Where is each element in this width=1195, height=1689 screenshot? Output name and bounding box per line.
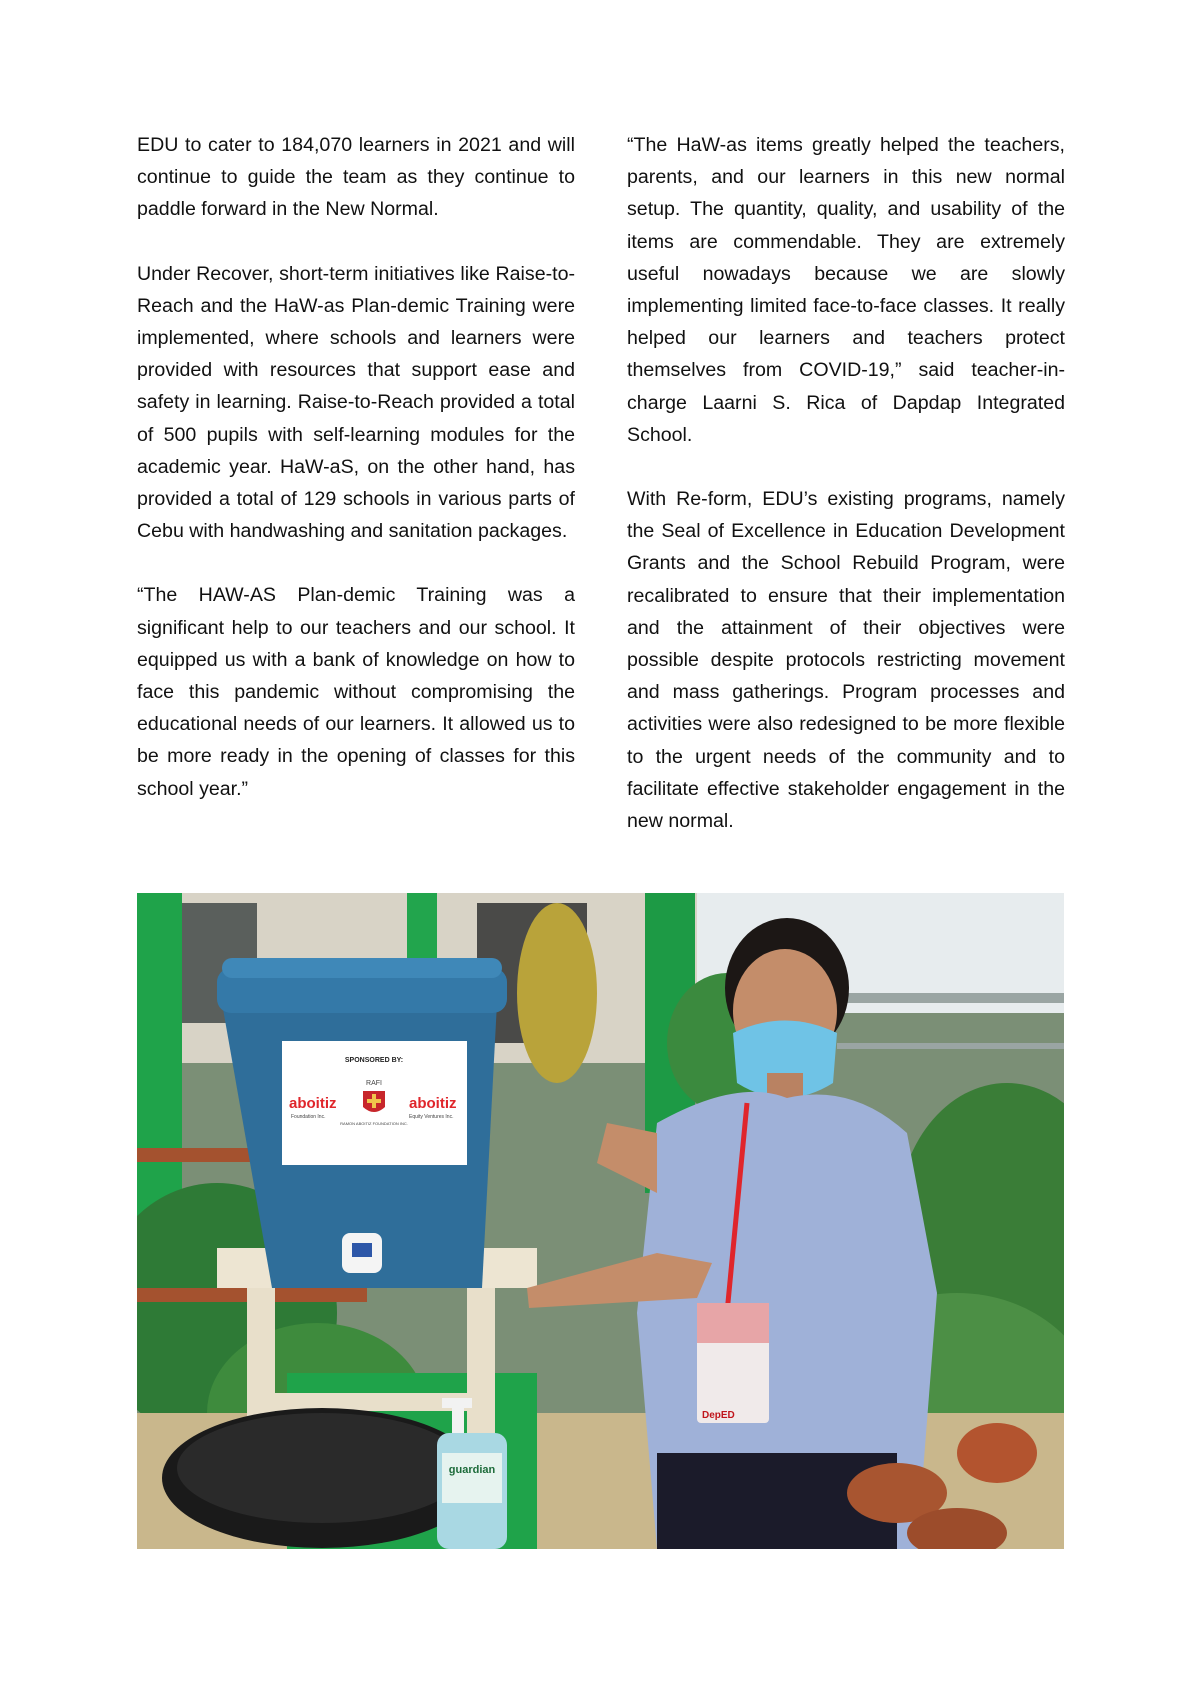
- logo-left-sub: Foundation Inc.: [291, 1114, 326, 1120]
- sponsor-sticker: [282, 1041, 467, 1165]
- photo-handwashing-station: [137, 893, 1064, 1549]
- aboitiz-logo-right: aboitiz: [409, 1095, 457, 1112]
- paragraph: “The HAW-AS Plan-demic Training was a significant help to our teachers and our school. It equipped us with a bank of knowledge on how to face this pandemic without compromising the educational needs of our learners. It allowed us to be more ready in the opening of classes for this school year.”: [137, 584, 575, 800]
- black-basin: [162, 1408, 482, 1548]
- sticker-header: SPONSORED BY:: [344, 1057, 404, 1064]
- left-column: [137, 129, 575, 837]
- aboitiz-logo-left: aboitiz: [289, 1095, 337, 1112]
- paragraph: With Re-form, EDU’s existing programs, namely the Seal of Excellence in Education Development Grants and the School Rebuild Program, were recalibrated to ensure that their implementation and the attainment of their objectives were possible despite protocols restricting movement and mass gatherings. Program processes and activities were also redesigned to be more flexible to the urgent needs of the community and to facilitate effective stakeholder engagement in the new normal.: [627, 488, 1065, 833]
- rafi-sub: RAMON ABOITIZ FOUNDATION INC.: [340, 1121, 408, 1126]
- right-column: [627, 129, 1065, 869]
- faucet-icon: [342, 1233, 382, 1273]
- paragraph: “The HaW-as items greatly helped the teachers, parents, and our learners in this new normal setup. The quantity, quality, and usability of the items are commendable. They are extremely useful nowadays because we are slowly implementing limited face-to-face classes. It really helped our learners and teachers protect themselves from COVID-19,” said teacher-in-charge Laarni S. Rica of Dapdap Integrated School.: [627, 134, 1065, 446]
- paragraph: EDU to cater to 184,070 learners in 2021 and will continue to guide the team as they continue to paddle forward in the New Normal.: [137, 134, 575, 221]
- rafi-label: RAFI: [366, 1080, 382, 1087]
- soap-brand: guardian: [448, 1464, 496, 1476]
- logo-right-sub: Equity Ventures Inc.: [409, 1114, 454, 1120]
- paragraph: Under Recover, short-term initiatives like Raise-to-Reach and the HaW-as Plan-demic Training were implemented, where schools and learners were provided with resources that support ease and safety in learning. Raise-to-Reach provided a total of 500 pupils with self-learning modules for the academic year. HaW-aS, on the other hand, has provided a total of 129 schools in various parts of Cebu with handwashing and sanitation packages.: [137, 262, 575, 543]
- id-card-label: DepED: [702, 1410, 735, 1421]
